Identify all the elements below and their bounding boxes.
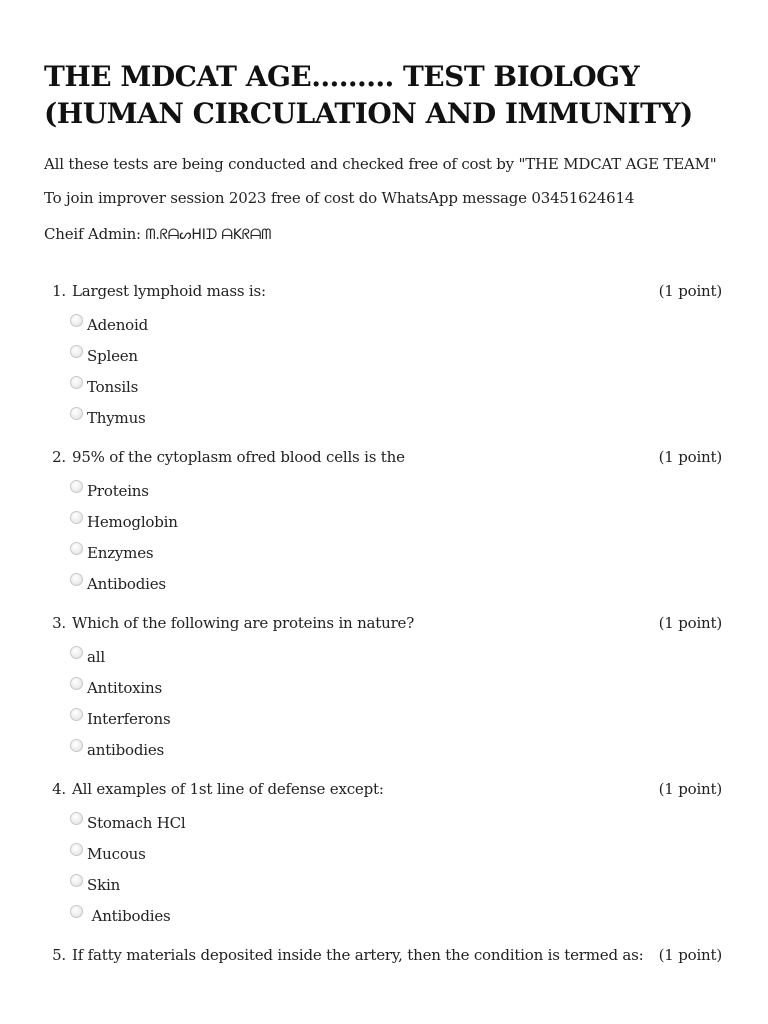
option-item[interactable]	[70, 506, 724, 537]
radio-button[interactable]	[70, 874, 83, 887]
option-item[interactable]	[70, 371, 724, 402]
radio-button[interactable]	[70, 511, 83, 524]
option-label: Antibodies	[87, 906, 171, 925]
question-list	[44, 281, 724, 965]
option-item[interactable]	[70, 340, 724, 371]
question-text: Which of the following are proteins in nature?	[72, 614, 415, 632]
title-line-2: (HUMAN CIRCULATION AND IMMUNITY)	[44, 97, 693, 130]
radio-button[interactable]	[70, 708, 83, 721]
radio-button[interactable]	[70, 905, 83, 918]
radio-button[interactable]	[70, 345, 83, 358]
option-list	[44, 807, 724, 931]
option-item[interactable]	[70, 475, 724, 506]
question-text: 95% of the cytoplasm ofred blood cells is the	[72, 448, 405, 466]
intro-line-1: All these tests are being conducted and checked free of cost by "THE MDCAT AGE TEAM"	[44, 155, 717, 173]
question-4	[44, 779, 724, 931]
radio-button[interactable]	[70, 376, 83, 389]
admin-line	[44, 224, 724, 245]
option-item[interactable]	[70, 641, 724, 672]
option-list	[44, 475, 724, 599]
option-item[interactable]	[70, 734, 724, 765]
question-3	[44, 613, 724, 765]
option-label: all	[87, 647, 105, 666]
title-line-1: THE MDCAT AGE……… TEST BIOLOGY	[44, 60, 640, 93]
option-item[interactable]	[70, 568, 724, 599]
radio-button[interactable]	[70, 646, 83, 659]
question-header	[44, 945, 724, 965]
question-1	[44, 281, 724, 433]
question-number: 4.	[52, 780, 66, 798]
question-number: 3.	[52, 614, 66, 632]
question-5	[44, 945, 724, 965]
question-points: (1 point)	[658, 282, 722, 300]
option-list	[44, 641, 724, 765]
option-item[interactable]	[70, 703, 724, 734]
option-label: Thymus	[87, 408, 146, 427]
question-header	[44, 281, 724, 301]
form-page	[44, 58, 724, 979]
question-number: 2.	[52, 448, 66, 466]
option-list	[44, 309, 724, 433]
question-2	[44, 447, 724, 599]
question-number: 5.	[52, 946, 66, 964]
admin-label: Cheif Admin:	[44, 225, 146, 243]
radio-button[interactable]	[70, 407, 83, 420]
question-header	[44, 613, 724, 633]
radio-button[interactable]	[70, 677, 83, 690]
option-label: Skin	[87, 875, 121, 894]
option-item[interactable]	[70, 838, 724, 869]
option-item[interactable]	[70, 807, 724, 838]
option-label: Tonsils	[87, 377, 139, 396]
option-label: Antibodies	[87, 574, 166, 593]
option-label: Stomach HCl	[87, 813, 186, 832]
question-points: (1 point)	[658, 614, 722, 632]
question-points: (1 point)	[658, 448, 722, 466]
radio-button[interactable]	[70, 480, 83, 493]
question-points: (1 point)	[658, 946, 722, 964]
option-label: antibodies	[87, 740, 165, 759]
radio-button[interactable]	[70, 739, 83, 752]
option-item[interactable]	[70, 672, 724, 703]
option-label: Proteins	[87, 481, 149, 500]
option-label: Antitoxins	[87, 678, 162, 697]
radio-button[interactable]	[70, 573, 83, 586]
question-text: If fatty materials deposited inside the artery, then the condition is termed as:	[72, 946, 644, 964]
option-label: Interferons	[87, 709, 171, 728]
page-title	[44, 58, 724, 132]
admin-name: ᗰ.ᖇᗩᔕᕼIᗪ ᗩKᖇᗩᗰ	[145, 227, 272, 243]
radio-button[interactable]	[70, 314, 83, 327]
radio-button[interactable]	[70, 542, 83, 555]
option-item[interactable]	[70, 537, 724, 568]
question-text: All examples of 1st line of defense except:	[72, 780, 384, 798]
intro-line-2: To join improver session 2023 free of cost do WhatsApp message 03451624614	[44, 189, 635, 207]
option-label: Adenoid	[87, 315, 149, 334]
option-item[interactable]	[70, 309, 724, 340]
question-text: Largest lymphoid mass is:	[72, 282, 266, 300]
question-header	[44, 447, 724, 467]
question-points: (1 point)	[658, 780, 722, 798]
option-item[interactable]	[70, 900, 724, 931]
question-number: 1.	[52, 282, 66, 300]
intro-section	[44, 154, 724, 245]
radio-button[interactable]	[70, 812, 83, 825]
option-label: Enzymes	[87, 543, 154, 562]
option-label: Spleen	[87, 346, 138, 365]
option-item[interactable]	[70, 402, 724, 433]
option-label: Mucous	[87, 844, 146, 863]
radio-button[interactable]	[70, 843, 83, 856]
question-header	[44, 779, 724, 799]
option-label: Hemoglobin	[87, 512, 178, 531]
option-item[interactable]	[70, 869, 724, 900]
